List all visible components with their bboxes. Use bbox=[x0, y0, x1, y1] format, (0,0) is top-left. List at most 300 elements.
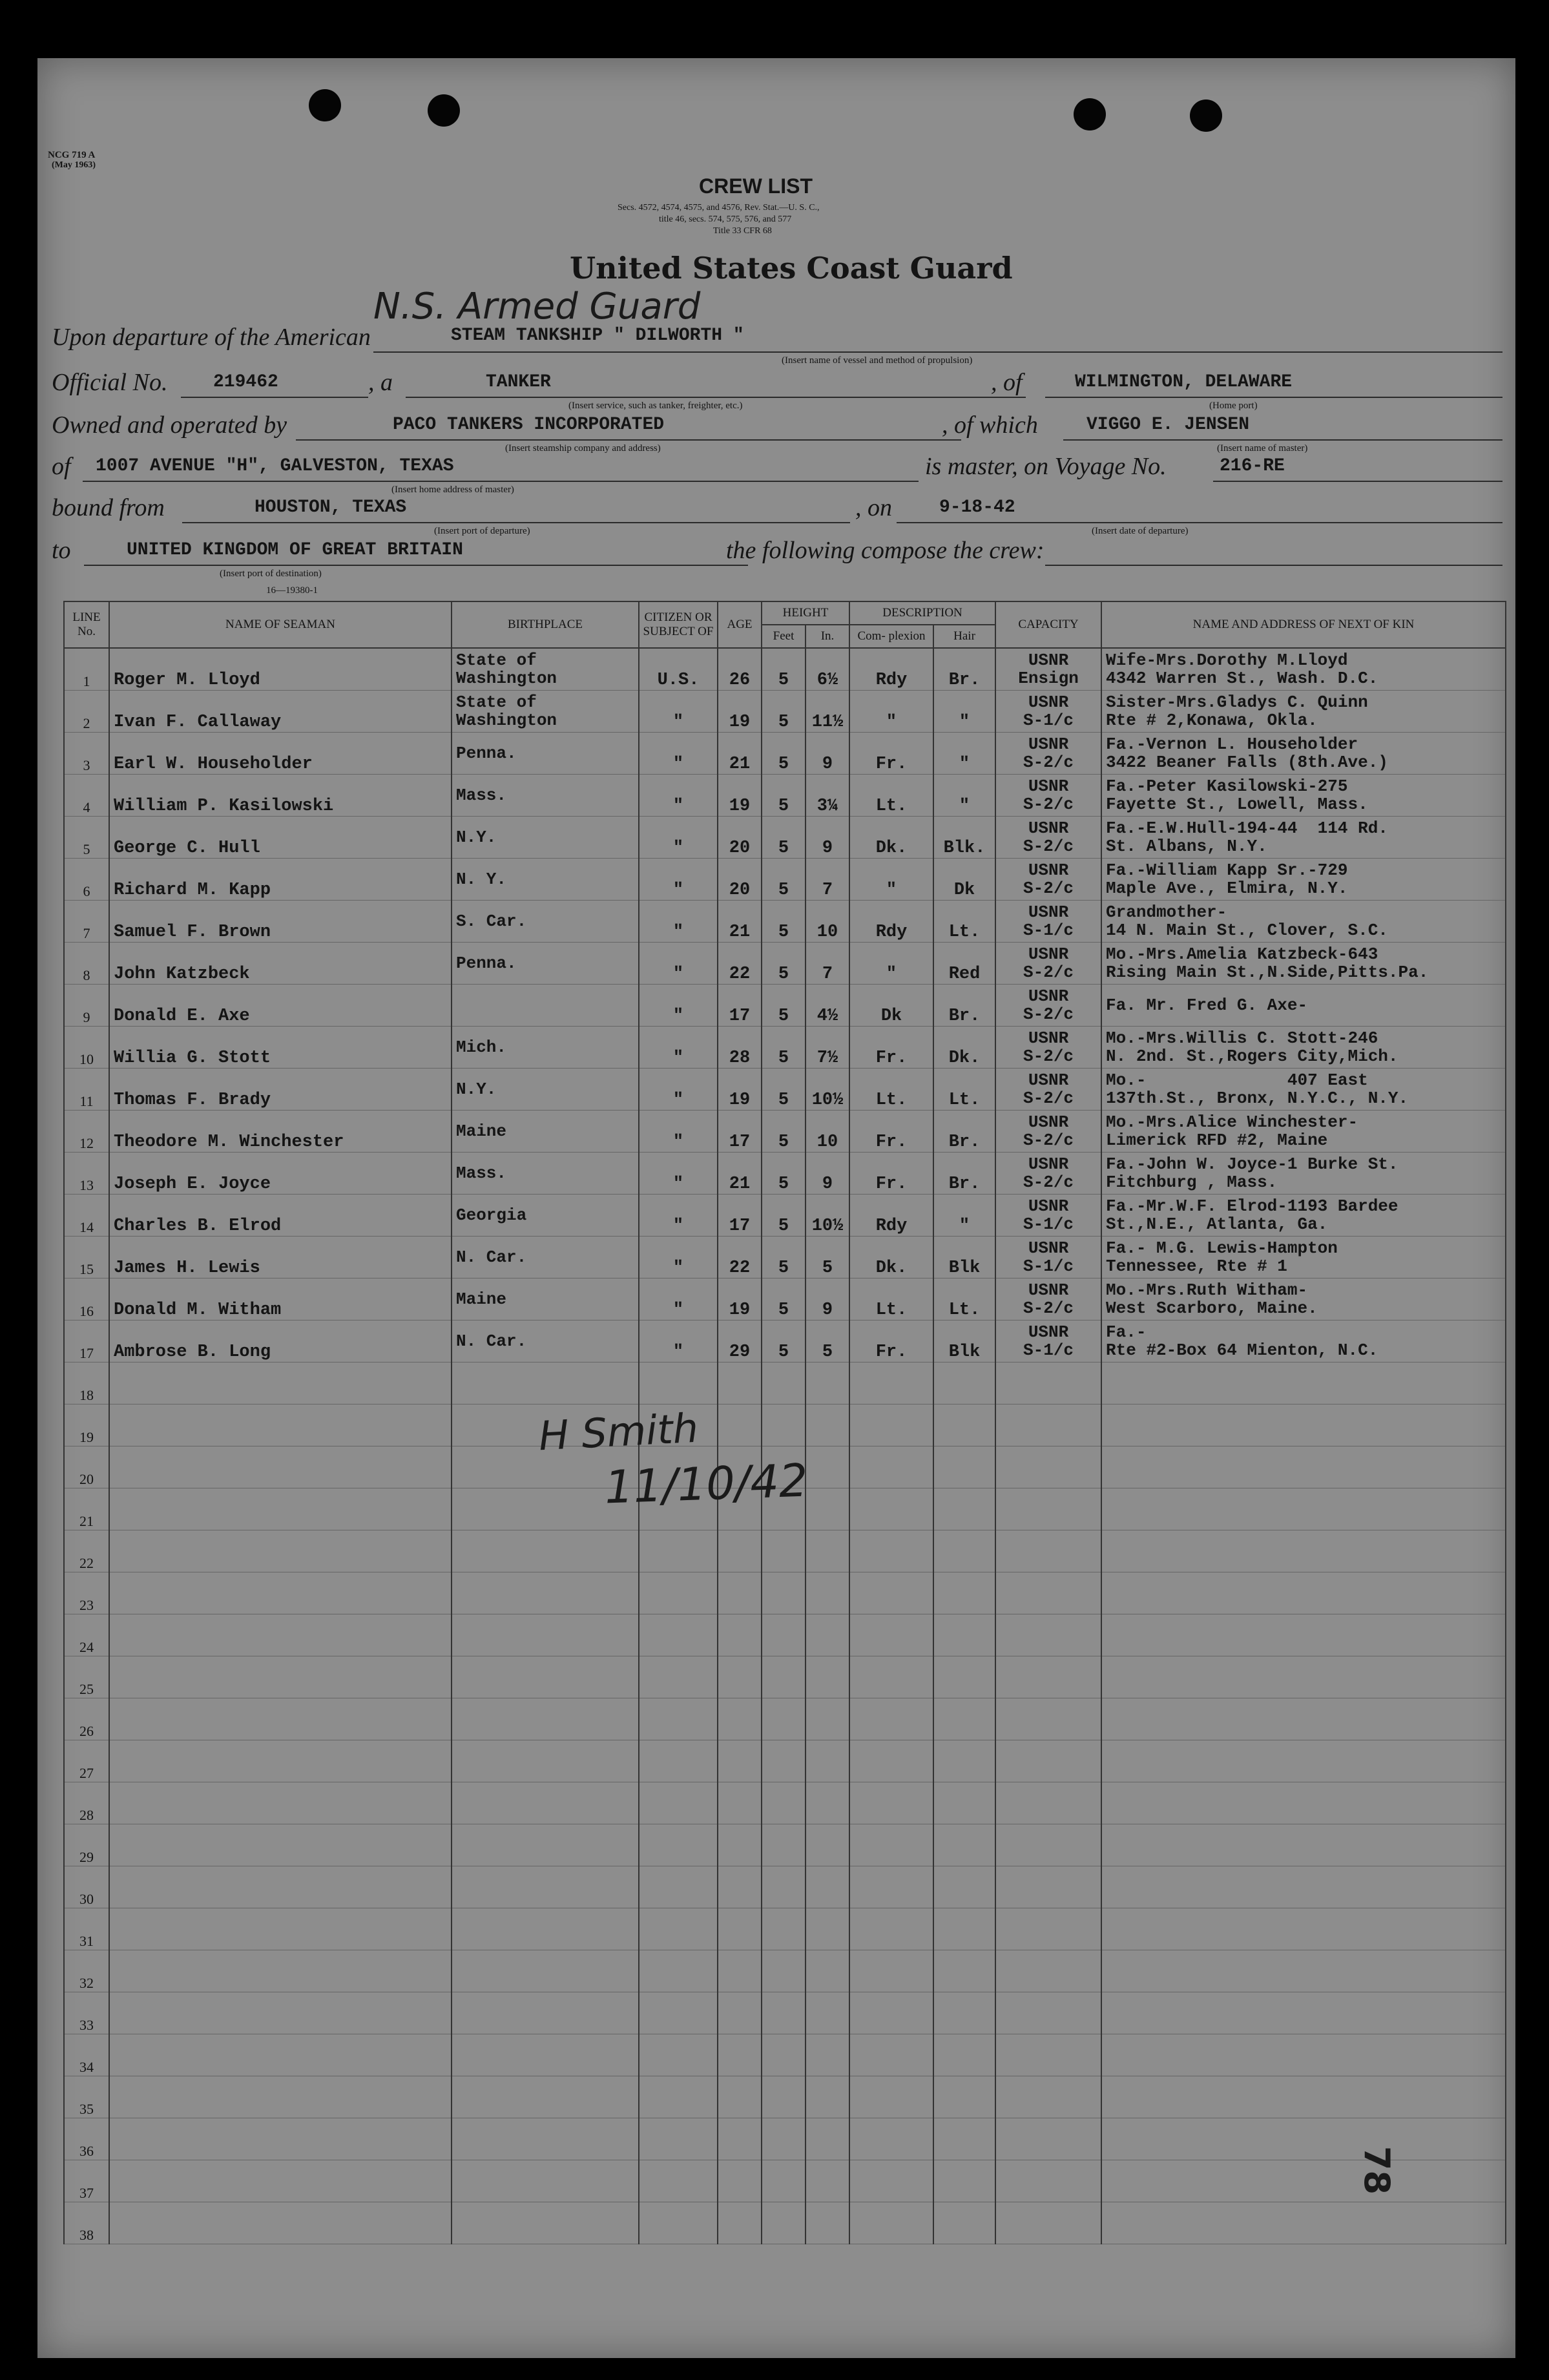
table-row bbox=[64, 1992, 1506, 2034]
complexion bbox=[849, 1656, 933, 1698]
header-description: DESCRIPTION bbox=[849, 601, 995, 625]
following-label: the following compose the crew: bbox=[726, 537, 1045, 564]
next-of-kin bbox=[1101, 1992, 1506, 2034]
height-inches bbox=[806, 1488, 849, 1530]
height-feet: 5 bbox=[762, 1069, 806, 1111]
hair: Lt. bbox=[933, 901, 995, 943]
table-row bbox=[64, 1279, 1506, 1320]
next-of-kin: Fa. Mr. Fred G. Axe- bbox=[1101, 985, 1506, 1027]
birthplace bbox=[452, 1782, 639, 1824]
seaman-name bbox=[109, 1740, 452, 1782]
citizenship: " bbox=[639, 1237, 718, 1279]
capacity: USNR S-2/c bbox=[995, 733, 1101, 775]
seaman-name bbox=[109, 1992, 452, 2034]
height-inches bbox=[806, 1698, 849, 1740]
hair: Dk. bbox=[933, 1027, 995, 1069]
capacity bbox=[995, 2202, 1101, 2244]
capacity: USNR S-2/c bbox=[995, 985, 1101, 1027]
line-number: 8 bbox=[64, 943, 109, 985]
header-line: LINE No. bbox=[64, 601, 109, 648]
hair bbox=[933, 1572, 995, 1614]
height-inches: 7½ bbox=[806, 1027, 849, 1069]
next-of-kin: Fa.-Mr.W.F. Elrod-1193 Bardee St.,N.E., Atlanta, Ga. bbox=[1101, 1195, 1506, 1237]
master-address: 1007 AVENUE "H", GALVESTON, TEXAS bbox=[96, 456, 454, 476]
age bbox=[718, 1572, 762, 1614]
age: 17 bbox=[718, 1111, 762, 1153]
next-of-kin: Fa.-William Kapp Sr.-729 Maple Ave., Elmira, N.Y. bbox=[1101, 859, 1506, 901]
departure-port: HOUSTON, TEXAS bbox=[255, 497, 407, 517]
height-feet bbox=[762, 2034, 806, 2076]
age: 20 bbox=[718, 817, 762, 859]
citizenship: " bbox=[639, 901, 718, 943]
service: TANKER bbox=[486, 372, 551, 392]
table-row bbox=[64, 1111, 1506, 1153]
birthplace bbox=[452, 985, 639, 1027]
capacity: USNR S-2/c bbox=[995, 859, 1101, 901]
agency-title: United States Coast Guard bbox=[570, 251, 1013, 286]
table-row bbox=[64, 1740, 1506, 1782]
signature: H Smith bbox=[537, 1404, 700, 1460]
age: 19 bbox=[718, 691, 762, 733]
service-caption: (Insert service, such as tanker, freighter, etc.) bbox=[568, 401, 743, 411]
header-citizen: CITIZEN OR SUBJECT OF bbox=[639, 601, 718, 648]
table-row bbox=[64, 1572, 1506, 1614]
next-of-kin bbox=[1101, 2076, 1506, 2118]
line-number: 9 bbox=[64, 985, 109, 1027]
capacity bbox=[995, 1992, 1101, 2034]
table-row bbox=[64, 2034, 1506, 2076]
next-of-kin bbox=[1101, 2118, 1506, 2160]
line-number: 19 bbox=[64, 1404, 109, 1446]
height-inches bbox=[806, 1950, 849, 1992]
age: 22 bbox=[718, 943, 762, 985]
table-row bbox=[64, 1320, 1506, 1362]
capacity bbox=[995, 1866, 1101, 1908]
citizenship: " bbox=[639, 859, 718, 901]
complexion: Dk bbox=[849, 985, 933, 1027]
height-feet bbox=[762, 1950, 806, 1992]
line-number: 2 bbox=[64, 691, 109, 733]
citizenship bbox=[639, 1656, 718, 1698]
height-feet: 5 bbox=[762, 1027, 806, 1069]
header-kin: NAME AND ADDRESS OF NEXT OF KIN bbox=[1101, 601, 1506, 648]
next-of-kin: Mo.-Mrs.Willis C. Stott-246 N. 2nd. St.,Rogers City,Mich. bbox=[1101, 1027, 1506, 1069]
capacity: USNR S-1/c bbox=[995, 1237, 1101, 1279]
hair: Red bbox=[933, 943, 995, 985]
seaman-name: Willia G. Stott bbox=[109, 1027, 452, 1069]
seaman-name: Ambrose B. Long bbox=[109, 1320, 452, 1362]
height-feet bbox=[762, 2076, 806, 2118]
seaman-name: Theodore M. Winchester bbox=[109, 1111, 452, 1153]
table-row bbox=[64, 1698, 1506, 1740]
table-row bbox=[64, 817, 1506, 859]
table-row bbox=[64, 1950, 1506, 1992]
height-inches: 10½ bbox=[806, 1069, 849, 1111]
line-number: 4 bbox=[64, 775, 109, 817]
age bbox=[718, 1824, 762, 1866]
next-of-kin bbox=[1101, 2202, 1506, 2244]
table-row bbox=[64, 1153, 1506, 1195]
of2-label: of bbox=[52, 453, 71, 480]
hair: Br. bbox=[933, 985, 995, 1027]
fill-line bbox=[406, 397, 1026, 398]
hair: Dk bbox=[933, 859, 995, 901]
table-row bbox=[64, 733, 1506, 775]
birthplace bbox=[452, 1698, 639, 1740]
complexion bbox=[849, 1908, 933, 1950]
birthplace: N.Y. bbox=[452, 1069, 639, 1111]
table-row bbox=[64, 1404, 1506, 1446]
citizenship bbox=[639, 2034, 718, 2076]
next-of-kin: Grandmother- 14 N. Main St., Clover, S.C. bbox=[1101, 901, 1506, 943]
line-number: 5 bbox=[64, 817, 109, 859]
age: 22 bbox=[718, 1237, 762, 1279]
citizenship bbox=[639, 1908, 718, 1950]
height-feet: 5 bbox=[762, 1195, 806, 1237]
capacity bbox=[995, 1782, 1101, 1824]
height-inches bbox=[806, 1740, 849, 1782]
citizenship bbox=[639, 2118, 718, 2160]
citizenship bbox=[639, 1614, 718, 1656]
hair: " bbox=[933, 691, 995, 733]
birthplace: Mass. bbox=[452, 775, 639, 817]
birthplace bbox=[452, 2034, 639, 2076]
destination-caption: (Insert port of destination) bbox=[220, 569, 322, 579]
height-inches bbox=[806, 1656, 849, 1698]
hair bbox=[933, 2160, 995, 2202]
age bbox=[718, 1782, 762, 1824]
punch-hole bbox=[1074, 98, 1106, 130]
birthplace bbox=[452, 1614, 639, 1656]
next-of-kin: Mo.- 407 East 137th.St., Bronx, N.Y.C., N.Y. bbox=[1101, 1069, 1506, 1111]
seaman-name bbox=[109, 2202, 452, 2244]
line-number: 13 bbox=[64, 1153, 109, 1195]
seaman-name bbox=[109, 1362, 452, 1404]
next-of-kin bbox=[1101, 2034, 1506, 2076]
hair: " bbox=[933, 733, 995, 775]
of-which-label: , of which bbox=[942, 412, 1038, 439]
height-feet bbox=[762, 1698, 806, 1740]
next-of-kin bbox=[1101, 2160, 1506, 2202]
bound-label: bound from bbox=[52, 494, 165, 521]
page-number: 78 bbox=[1357, 2145, 1398, 2195]
capacity: USNR S-2/c bbox=[995, 775, 1101, 817]
master-name: VIGGO E. JENSEN bbox=[1086, 415, 1250, 435]
height-feet: 5 bbox=[762, 859, 806, 901]
complexion: " bbox=[849, 859, 933, 901]
next-of-kin: Fa.-John W. Joyce-1 Burke St. Fitchburg , Mass. bbox=[1101, 1153, 1506, 1195]
fill-line bbox=[182, 522, 850, 523]
fill-line bbox=[1213, 481, 1502, 482]
citizenship bbox=[639, 1992, 718, 2034]
seaman-name: Richard M. Kapp bbox=[109, 859, 452, 901]
age bbox=[718, 2202, 762, 2244]
table-row bbox=[64, 1866, 1506, 1908]
citizenship bbox=[639, 1866, 718, 1908]
complexion bbox=[849, 2034, 933, 2076]
complexion: Fr. bbox=[849, 1153, 933, 1195]
owned-label: Owned and operated by bbox=[52, 412, 287, 439]
height-feet: 5 bbox=[762, 775, 806, 817]
complexion: Fr. bbox=[849, 1111, 933, 1153]
complexion: Dk. bbox=[849, 1237, 933, 1279]
seaman-name bbox=[109, 1488, 452, 1530]
capacity bbox=[995, 1488, 1101, 1530]
line-number: 26 bbox=[64, 1698, 109, 1740]
birthplace bbox=[452, 1362, 639, 1404]
line-number: 11 bbox=[64, 1069, 109, 1111]
owner: PACO TANKERS INCORPORATED bbox=[393, 415, 665, 435]
age: 29 bbox=[718, 1320, 762, 1362]
seaman-name bbox=[109, 1950, 452, 1992]
birthplace: State of Washington bbox=[452, 648, 639, 691]
next-of-kin: Mo.-Mrs.Amelia Katzbeck-643 Rising Main St.,N.Side,Pitts.Pa. bbox=[1101, 943, 1506, 985]
citizenship: " bbox=[639, 1111, 718, 1153]
birthplace: Penna. bbox=[452, 733, 639, 775]
capacity: USNR S-2/c bbox=[995, 1153, 1101, 1195]
hair: Br. bbox=[933, 648, 995, 691]
complexion: " bbox=[849, 691, 933, 733]
table-row bbox=[64, 1362, 1506, 1404]
statutes-line: Title 33 CFR 68 bbox=[713, 226, 772, 236]
table-row bbox=[64, 648, 1506, 691]
height-inches: 5 bbox=[806, 1237, 849, 1279]
of-label: , of bbox=[991, 369, 1023, 396]
complexion: " bbox=[849, 943, 933, 985]
height-feet: 5 bbox=[762, 817, 806, 859]
capacity bbox=[995, 1614, 1101, 1656]
line-number: 24 bbox=[64, 1614, 109, 1656]
age bbox=[718, 1530, 762, 1572]
seaman-name bbox=[109, 1782, 452, 1824]
next-of-kin: Fa.-E.W.Hull-194-44 114 Rd. St. Albans, N.Y. bbox=[1101, 817, 1506, 859]
capacity: USNR S-1/c bbox=[995, 1195, 1101, 1237]
age bbox=[718, 2034, 762, 2076]
complexion bbox=[849, 2118, 933, 2160]
complexion bbox=[849, 1404, 933, 1446]
line-number: 6 bbox=[64, 859, 109, 901]
next-of-kin: Fa.- Rte #2-Box 64 Mienton, N.C. bbox=[1101, 1320, 1506, 1362]
line-number: 22 bbox=[64, 1530, 109, 1572]
next-of-kin bbox=[1101, 1488, 1506, 1530]
table-row bbox=[64, 1614, 1506, 1656]
hair bbox=[933, 1530, 995, 1572]
height-feet bbox=[762, 1530, 806, 1572]
height-inches bbox=[806, 1824, 849, 1866]
height-inches bbox=[806, 1530, 849, 1572]
height-inches bbox=[806, 1572, 849, 1614]
line-number: 1 bbox=[64, 648, 109, 691]
seaman-name: Earl W. Householder bbox=[109, 733, 452, 775]
capacity bbox=[995, 1740, 1101, 1782]
hair bbox=[933, 1866, 995, 1908]
height-inches bbox=[806, 1992, 849, 2034]
line-number: 23 bbox=[64, 1572, 109, 1614]
table-row bbox=[64, 691, 1506, 733]
seaman-name bbox=[109, 1572, 452, 1614]
crew-list-document bbox=[37, 58, 1515, 2358]
complexion bbox=[849, 1362, 933, 1404]
height-inches: 9 bbox=[806, 1279, 849, 1320]
seaman-name: John Katzbeck bbox=[109, 943, 452, 985]
next-of-kin: Wife-Mrs.Dorothy M.Lloyd 4342 Warren St., Wash. D.C. bbox=[1101, 648, 1506, 691]
height-inches: 10 bbox=[806, 901, 849, 943]
next-of-kin bbox=[1101, 1446, 1506, 1488]
seaman-name: Thomas F. Brady bbox=[109, 1069, 452, 1111]
hair bbox=[933, 1446, 995, 1488]
next-of-kin bbox=[1101, 1362, 1506, 1404]
line-number: 17 bbox=[64, 1320, 109, 1362]
height-inches: 10 bbox=[806, 1111, 849, 1153]
complexion bbox=[849, 1446, 933, 1488]
official-no-label: Official No. bbox=[52, 369, 168, 396]
line-number: 30 bbox=[64, 1866, 109, 1908]
birthplace bbox=[452, 1824, 639, 1866]
line-number: 14 bbox=[64, 1195, 109, 1237]
citizenship: " bbox=[639, 775, 718, 817]
complexion bbox=[849, 1824, 933, 1866]
line-number: 3 bbox=[64, 733, 109, 775]
complexion bbox=[849, 1572, 933, 1614]
complexion bbox=[849, 1992, 933, 2034]
seaman-name: William P. Kasilowski bbox=[109, 775, 452, 817]
next-of-kin: Mo.-Mrs.Alice Winchester- Limerick RFD #2, Maine bbox=[1101, 1111, 1506, 1153]
next-of-kin: Mo.-Mrs.Ruth Witham- West Scarboro, Maine. bbox=[1101, 1279, 1506, 1320]
capacity: USNR S-2/c bbox=[995, 943, 1101, 985]
complexion: Lt. bbox=[849, 1279, 933, 1320]
complexion bbox=[849, 1782, 933, 1824]
height-feet bbox=[762, 1404, 806, 1446]
height-inches bbox=[806, 2118, 849, 2160]
next-of-kin: Fa.- M.G. Lewis-Hampton Tennessee, Rte # 1 bbox=[1101, 1237, 1506, 1279]
header-feet: Feet bbox=[762, 625, 806, 648]
fill-line bbox=[1045, 565, 1502, 566]
citizenship: " bbox=[639, 1279, 718, 1320]
seaman-name bbox=[109, 1908, 452, 1950]
height-feet bbox=[762, 1992, 806, 2034]
table-row bbox=[64, 1069, 1506, 1111]
height-inches bbox=[806, 2034, 849, 2076]
height-feet bbox=[762, 1740, 806, 1782]
citizenship: " bbox=[639, 1153, 718, 1195]
seaman-name: Joseph E. Joyce bbox=[109, 1153, 452, 1195]
table-row bbox=[64, 985, 1506, 1027]
table-row bbox=[64, 775, 1506, 817]
hair bbox=[933, 1908, 995, 1950]
master-address-caption: (Insert home address of master) bbox=[391, 485, 514, 495]
hair bbox=[933, 1992, 995, 2034]
birthplace: N.Y. bbox=[452, 817, 639, 859]
height-inches: 9 bbox=[806, 733, 849, 775]
height-feet bbox=[762, 2118, 806, 2160]
capacity bbox=[995, 1950, 1101, 1992]
age bbox=[718, 1362, 762, 1404]
next-of-kin bbox=[1101, 1614, 1506, 1656]
citizenship: " bbox=[639, 691, 718, 733]
punch-hole bbox=[428, 94, 460, 127]
capacity bbox=[995, 1404, 1101, 1446]
complexion: Fr. bbox=[849, 1320, 933, 1362]
seaman-name bbox=[109, 2076, 452, 2118]
complexion bbox=[849, 2202, 933, 2244]
departure-port-caption: (Insert port of departure) bbox=[434, 526, 530, 536]
capacity bbox=[995, 1908, 1101, 1950]
capacity bbox=[995, 1572, 1101, 1614]
capacity bbox=[995, 1362, 1101, 1404]
table-row bbox=[64, 1195, 1506, 1237]
citizenship bbox=[639, 2202, 718, 2244]
height-feet bbox=[762, 1908, 806, 1950]
next-of-kin bbox=[1101, 1530, 1506, 1572]
age bbox=[718, 1614, 762, 1656]
age: 19 bbox=[718, 1069, 762, 1111]
capacity bbox=[995, 2034, 1101, 2076]
citizenship bbox=[639, 1530, 718, 1572]
capacity bbox=[995, 1446, 1101, 1488]
birthplace: State of Washington bbox=[452, 691, 639, 733]
signature-date: 11/10/42 bbox=[603, 1454, 809, 1514]
line-number: 32 bbox=[64, 1950, 109, 1992]
birthplace: Mich. bbox=[452, 1027, 639, 1069]
height-feet: 5 bbox=[762, 901, 806, 943]
table-row bbox=[64, 2118, 1506, 2160]
line-number: 7 bbox=[64, 901, 109, 943]
citizenship: " bbox=[639, 1069, 718, 1111]
table-row bbox=[64, 901, 1506, 943]
citizenship bbox=[639, 2160, 718, 2202]
seaman-name: Samuel F. Brown bbox=[109, 901, 452, 943]
line-number: 12 bbox=[64, 1111, 109, 1153]
complexion: Rdy bbox=[849, 901, 933, 943]
print-code: 16—19380-1 bbox=[266, 585, 318, 596]
line-number: 27 bbox=[64, 1740, 109, 1782]
age: 21 bbox=[718, 901, 762, 943]
age bbox=[718, 1656, 762, 1698]
capacity: USNR S-1/c bbox=[995, 901, 1101, 943]
birthplace bbox=[452, 1950, 639, 1992]
height-inches bbox=[806, 1866, 849, 1908]
age bbox=[718, 1698, 762, 1740]
header-inches: In. bbox=[806, 625, 849, 648]
height-inches: 7 bbox=[806, 859, 849, 901]
line-number: 29 bbox=[64, 1824, 109, 1866]
next-of-kin: Fa.-Peter Kasilowski-275 Fayette St., Lowell, Mass. bbox=[1101, 775, 1506, 817]
citizenship: " bbox=[639, 1320, 718, 1362]
header-hair: Hair bbox=[933, 625, 995, 648]
master-caption: (Insert name of master) bbox=[1217, 443, 1308, 454]
next-of-kin bbox=[1101, 1908, 1506, 1950]
height-inches: 6½ bbox=[806, 648, 849, 691]
seaman-name: Charles B. Elrod bbox=[109, 1195, 452, 1237]
table-row bbox=[64, 1782, 1506, 1824]
age bbox=[718, 1992, 762, 2034]
complexion bbox=[849, 1614, 933, 1656]
birthplace bbox=[452, 1866, 639, 1908]
page-title: CREW LIST bbox=[699, 174, 813, 198]
hair: Br. bbox=[933, 1111, 995, 1153]
table-row bbox=[64, 2160, 1506, 2202]
age bbox=[718, 1740, 762, 1782]
height-feet bbox=[762, 1362, 806, 1404]
age: 26 bbox=[718, 648, 762, 691]
handwritten-note: N.S. Armed Guard bbox=[373, 286, 701, 328]
birthplace: N. Car. bbox=[452, 1237, 639, 1279]
height-inches bbox=[806, 1446, 849, 1488]
form-date: (May 1963) bbox=[52, 160, 96, 170]
height-inches bbox=[806, 2076, 849, 2118]
height-inches bbox=[806, 1404, 849, 1446]
complexion bbox=[849, 2160, 933, 2202]
